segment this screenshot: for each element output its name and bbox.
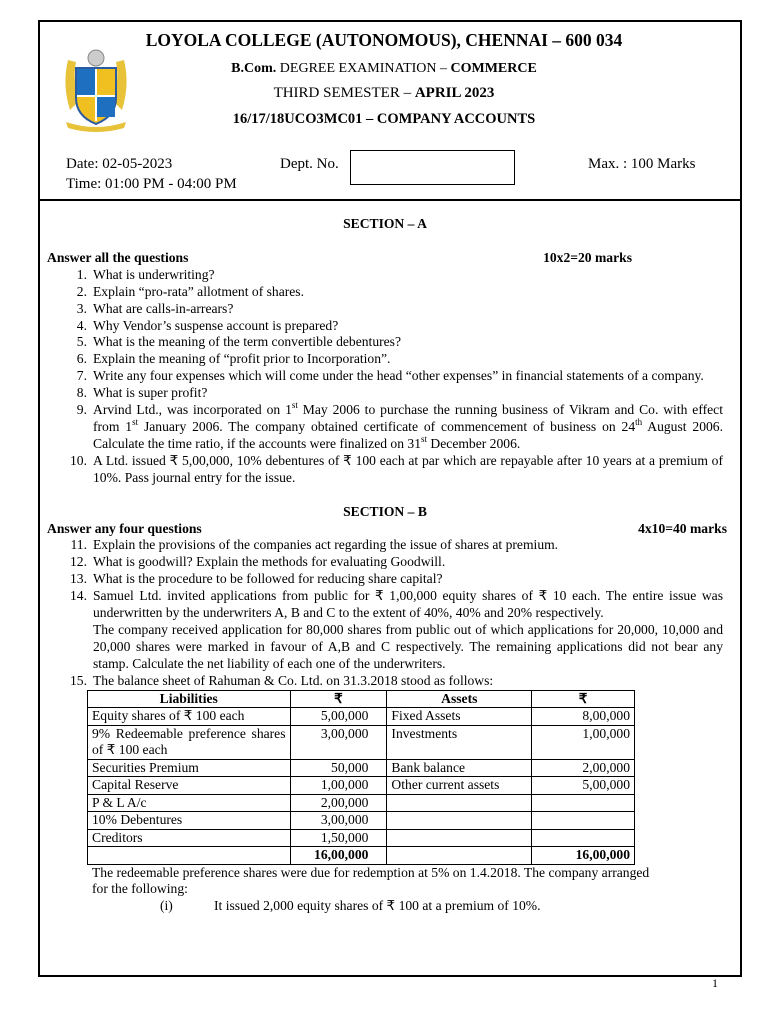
question-text [93,453,723,487]
max-marks: Max. : 100 Marks [588,156,696,172]
table-cell: 50,000 [290,759,387,777]
dept-no-label: Dept. No. [280,156,339,172]
section-a-instruction [47,250,723,267]
table-cell: 16,00,000 [290,847,387,865]
text-segment: Explain the provisions of the companies act regarding the issue of shares at premium. [93,537,559,553]
question-text [93,537,723,554]
after-table-text: The redeemable preference shares were due for redemption at 5% on 1.4.2018. The company arranged for the following: [92,864,650,897]
ordinal-suffix: st [291,400,298,411]
table-cell: 1,00,000 [532,725,635,759]
text-segment: Arvind Ltd., was incorporated on 1 [93,402,292,418]
question-text [93,284,723,301]
department: COMMERCE [450,61,537,76]
text-segment: Explain the meaning of “profit prior to Incorporation”. [93,351,391,367]
text-segment: The balance sheet of Rahuman & Co. Ltd. on 31.3.2018 stood as follows: [93,672,494,688]
text-segment: January 2006. The company obtained certificate of commencement of business on 24 [138,418,636,434]
question-paragraph [93,571,723,588]
question-paragraph [93,537,723,554]
section-b-questions [47,537,723,689]
table-total-row [88,847,635,865]
question [47,318,723,335]
table-cell: 3,00,000 [290,725,387,759]
text-segment: The company received application for 80,000 shares from public out of which applications for 20,000, 10,000 and 20,000 shares were marked in favour of A,B and C respectively. The remaining applications did not bear any stamp. Calculate the net liability of each one of the underwriters. [93,621,723,671]
question-text [93,402,723,453]
question [47,673,723,690]
marks-text: 10x2=20 marks [543,249,632,265]
question-number: 9. [76,402,87,418]
ordinal-suffix: th [635,416,643,427]
college-name: LOYOLA COLLEGE (AUTONOMOUS), CHENNAI – 600 034 [145,30,623,50]
question-paragraph [93,301,723,318]
col-header: Liabilities [88,690,291,708]
table-cell: 10% Debentures [88,812,291,830]
question-paragraph [93,622,723,673]
table-row [88,794,635,812]
question-text [93,588,723,673]
table-row [88,759,635,777]
text-segment: What is the meaning of the term convertible debentures? [93,334,402,350]
question-number: 14. [70,588,87,604]
question-paragraph [93,284,723,301]
question [47,334,723,351]
question-number: 12. [70,554,87,570]
semester-line [0,85,768,102]
question-text [93,673,723,690]
balance-sheet-table [87,690,635,865]
text-segment: What are calls-in-arrears? [93,300,234,316]
question-paragraph [93,318,723,335]
table-cell: 16,00,000 [532,847,635,865]
text-segment: Explain “pro-rata” allotment of shares. [93,283,304,299]
table-cell: 1,00,000 [290,777,387,795]
question-text [93,571,723,588]
question [47,284,723,301]
question-number: 13. [70,571,87,587]
table-cell [387,812,532,830]
session: APRIL 2023 [414,85,495,101]
table-row [88,777,635,795]
col-header: ₹ [290,690,387,708]
col-header: ₹ [532,690,635,708]
table-row [88,812,635,830]
table-cell [88,847,291,865]
table-cell [532,829,635,847]
question [47,537,723,554]
degree-mid: DEGREE EXAMINATION – [276,61,451,76]
table-cell [387,847,532,865]
question [47,453,723,487]
question [47,301,723,318]
ordinal-suffix: st [421,433,428,444]
table-cell: 5,00,000 [532,777,635,795]
table-cell: 2,00,000 [532,759,635,777]
question [47,571,723,588]
text-segment: What is the procedure to be followed for reducing share capital? [93,571,443,587]
table-cell: 1,50,000 [290,829,387,847]
question-number: 2. [76,283,87,299]
text-segment: What is underwriting? [93,266,215,282]
text-segment: May 2006 to purchase the running business of Vikram and Co. with effect from 1 [93,402,723,434]
degree-line [0,61,768,77]
table-cell: Investments [387,725,532,759]
text-segment: A Ltd. issued ₹ 5,00,000, 10% debentures of ₹ 100 each at par which are repayable after 10 years at a premium of 10%. Pass journal entry for the issue. [93,452,723,485]
question-number: 5. [76,334,87,350]
table-cell: 3,00,000 [290,812,387,830]
table-cell: Creditors [88,829,291,847]
table-row [88,708,635,726]
table-cell: Securities Premium [88,759,291,777]
question-paragraph [93,402,723,453]
question [47,385,723,402]
table-row [88,829,635,847]
semester: THIRD SEMESTER – [273,85,415,101]
question-number: 10. [70,452,87,468]
col-header: Assets [387,690,532,708]
table-cell [387,829,532,847]
text-segment: What is goodwill? Explain the methods for evaluating Goodwill. [93,554,446,570]
table-cell: 5,00,000 [290,708,387,726]
header-divider [38,199,742,201]
question [47,267,723,284]
question-number: 6. [76,351,87,367]
question-text [93,267,723,284]
question-number: 8. [76,385,87,401]
question [47,402,723,453]
question-paragraph [93,351,723,368]
degree: B.Com. [231,61,277,76]
question [47,368,723,385]
text-segment: Why Vendor’s suspense account is prepared? [93,317,339,333]
text-segment: December 2006. [427,435,521,451]
sub-item-number: (i) [160,898,173,914]
question [47,588,723,673]
text-segment: Write any four expenses which will come under the head “other expenses” in financial statements of a company. [93,368,704,384]
question-text [93,368,723,385]
section-a-title: SECTION – A [343,216,427,231]
text-segment: August 2006. Calculate the time ratio, if the accounts were finalized on 31 [93,418,723,451]
question-paragraph [93,334,723,351]
table-cell: Fixed Assets [387,708,532,726]
section-b-instruction [47,520,727,538]
question-paragraph [93,588,723,622]
table-cell: Bank balance [387,759,532,777]
exam-date: Date: 02-05-2023 [66,156,173,172]
table-header-row [88,690,635,708]
question-text [93,554,723,571]
table-row [88,725,635,759]
table-cell: 9% Redeemable preference shares of ₹ 100 each [88,725,291,759]
section-a-questions [47,267,723,487]
marks-text: 4x10=40 marks [638,520,727,536]
exam-time: Time: 01:00 PM - 04:00 PM [66,176,237,192]
question-paragraph [93,453,723,487]
question-text [93,385,723,402]
question-number: 15. [70,672,87,688]
text-segment: Samuel Ltd. invited applications from public for ₹ 1,00,000 equity shares of ₹ 10 each. The entire issue was underwritten by the underwriters A, B and C to the extent of 40%, 40% and 20% respectively. [93,588,723,621]
section-b-title: SECTION – B [343,503,427,519]
question [47,351,723,368]
question-number: 1. [76,266,87,282]
question-number: 11. [70,537,87,553]
question-paragraph [93,267,723,284]
question-paragraph [93,554,723,571]
question-number: 3. [76,300,87,316]
question-paragraph [93,368,723,385]
table-cell: Equity shares of ₹ 100 each [88,708,291,726]
question-text [93,318,723,335]
question-text [93,301,723,318]
sub-item [47,898,723,915]
text-segment: What is super profit? [93,385,208,401]
table-cell: 2,00,000 [290,794,387,812]
question-number: 4. [76,317,87,333]
question-paragraph [93,385,723,402]
instruction-text: Answer all the questions [47,249,189,265]
instruction-text: Answer any four questions [47,520,202,536]
ordinal-suffix: st [132,416,139,427]
table-cell: 8,00,000 [532,708,635,726]
question-number: 7. [76,368,87,384]
table-cell [532,812,635,830]
exam-body [47,216,727,915]
sub-item-text: It issued 2,000 equity shares of ₹ 100 at a premium of 10%. [214,898,541,914]
dept-no-field[interactable] [350,150,515,185]
question [47,554,723,571]
table-cell [387,794,532,812]
question-text [93,334,723,351]
table-cell: P & L A/c [88,794,291,812]
course-title: 16/17/18UCO3MC01 – COMPANY ACCOUNTS [232,111,536,127]
page-number: 1 [712,976,718,990]
question-text [93,351,723,368]
table-cell: Other current assets [387,777,532,795]
question-paragraph [93,673,723,690]
table-cell [532,794,635,812]
table-cell: Capital Reserve [88,777,291,795]
